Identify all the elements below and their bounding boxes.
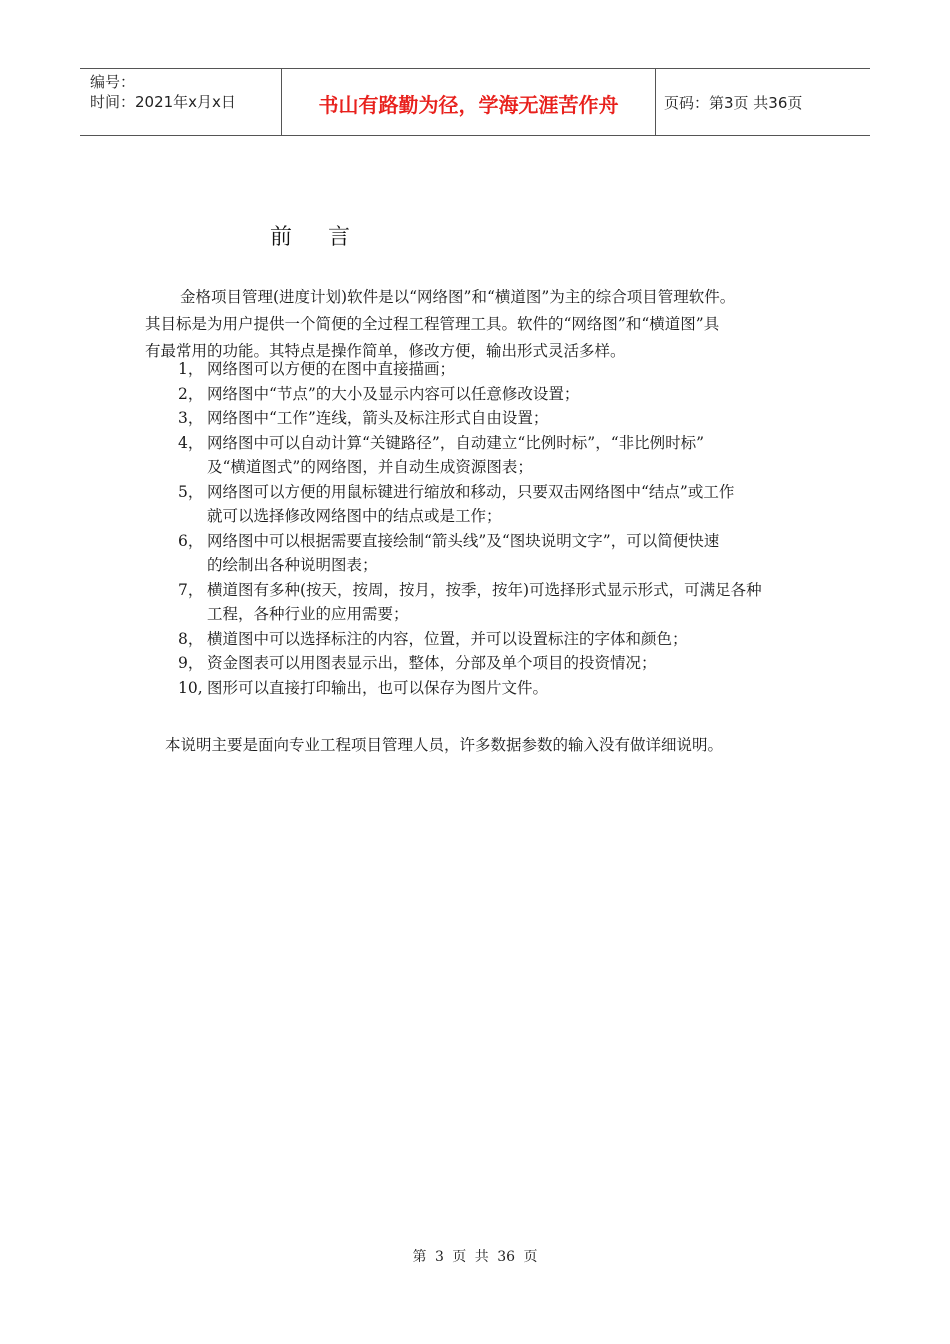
feature-text <box>207 651 818 676</box>
time-label: 时间：2021年x月x日 <box>90 93 236 111</box>
feature-line: 网络图中“工作”连线，箭头及标注形式自由设置； <box>207 409 549 427</box>
feature-item <box>178 357 818 382</box>
feature-item <box>178 627 818 652</box>
feature-text <box>207 529 818 578</box>
feature-number: 2， <box>178 384 204 403</box>
note-paragraph: 本说明主要是面向专业工程项目管理人员，许多数据参数的输入没有做详细说明。 <box>165 736 724 754</box>
feature-list <box>178 357 818 700</box>
feature-number: 8， <box>178 629 204 648</box>
page-footer: 第 3 页 共 36 页 <box>412 1249 538 1265</box>
feature-item <box>178 578 818 627</box>
header-motto: 书山有路勤为径，学海无涯苦作舟 <box>282 69 656 135</box>
feature-text <box>207 382 818 407</box>
feature-text <box>207 676 818 701</box>
header-page-info: 页码：第3页 共36页 <box>664 93 803 112</box>
feature-number: 3， <box>178 409 204 427</box>
page-header <box>80 68 870 136</box>
feature-line: 工程，各种行业的应用需要； <box>207 605 409 623</box>
intro-line: 有最常用的功能。其特点是操作简单，修改方便，输出形式灵活多样。 <box>145 342 626 360</box>
feature-number: 4， <box>178 433 204 452</box>
feature-line: 网络图可以方便的用鼠标键进行缩放和移动，只要双击网络图中“结点”或工作 <box>207 482 735 501</box>
feature-text <box>207 578 818 627</box>
feature-line: 图形可以直接打印输出，也可以保存为图片文件。 <box>207 678 549 697</box>
feature-number: 10, <box>178 678 203 697</box>
feature-item <box>178 676 818 701</box>
feature-number: 1， <box>178 360 204 378</box>
feature-text <box>207 431 818 480</box>
feature-number: 7， <box>178 580 204 599</box>
feature-line: 横道图有多种(按天，按周，按月，按季，按年)可选择形式显示形式，可满足各种 <box>207 580 762 599</box>
feature-item <box>178 480 818 529</box>
feature-text <box>207 406 818 431</box>
feature-text <box>207 480 818 529</box>
feature-text <box>207 627 818 652</box>
feature-line: 资金图表可以用图表显示出，整体，分部及单个项目的投资情况； <box>207 654 657 672</box>
header-meta <box>80 69 282 135</box>
feature-line: 就可以选择修改网络图中的结点或是工作； <box>207 507 502 525</box>
feature-text <box>207 357 818 382</box>
code-label: 编号： <box>90 73 136 91</box>
feature-line: 网络图中可以根据需要直接绘制“箭头线”及“图块说明文字”，可以简便快速 <box>207 531 720 550</box>
feature-line: 网络图中可以自动计算“关键路径”，自动建立“比例时标”，“非比例时标” <box>207 433 705 452</box>
feature-line: 网络图可以方便的在图中直接描画； <box>207 360 456 378</box>
feature-number: 9， <box>178 654 204 672</box>
intro-line: 其目标是为用户提供一个简便的全过程工程管理工具。软件的“网络图”和“横道图”具 <box>145 315 720 333</box>
feature-item <box>178 529 818 578</box>
intro-paragraph <box>145 284 835 365</box>
feature-item <box>178 431 818 480</box>
feature-line: 网络图中“节点”的大小及显示内容可以任意修改设置； <box>207 384 580 403</box>
feature-item <box>178 382 818 407</box>
feature-number: 5， <box>178 482 204 501</box>
intro-line: 金格项目管理(进度计划)软件是以“网络图”和“横道图”为主的综合项目管理软件。 <box>180 288 736 306</box>
feature-line: 及“横道图式”的网络图，并自动生成资源图表； <box>207 458 533 476</box>
feature-item <box>178 651 818 676</box>
page-title: 前言 <box>270 225 387 250</box>
feature-item <box>178 406 818 431</box>
feature-number: 6， <box>178 531 204 550</box>
feature-line: 的绘制出各种说明图表； <box>207 556 378 574</box>
feature-line: 横道图中可以选择标注的内容，位置，并可以设置标注的字体和颜色； <box>207 629 688 648</box>
